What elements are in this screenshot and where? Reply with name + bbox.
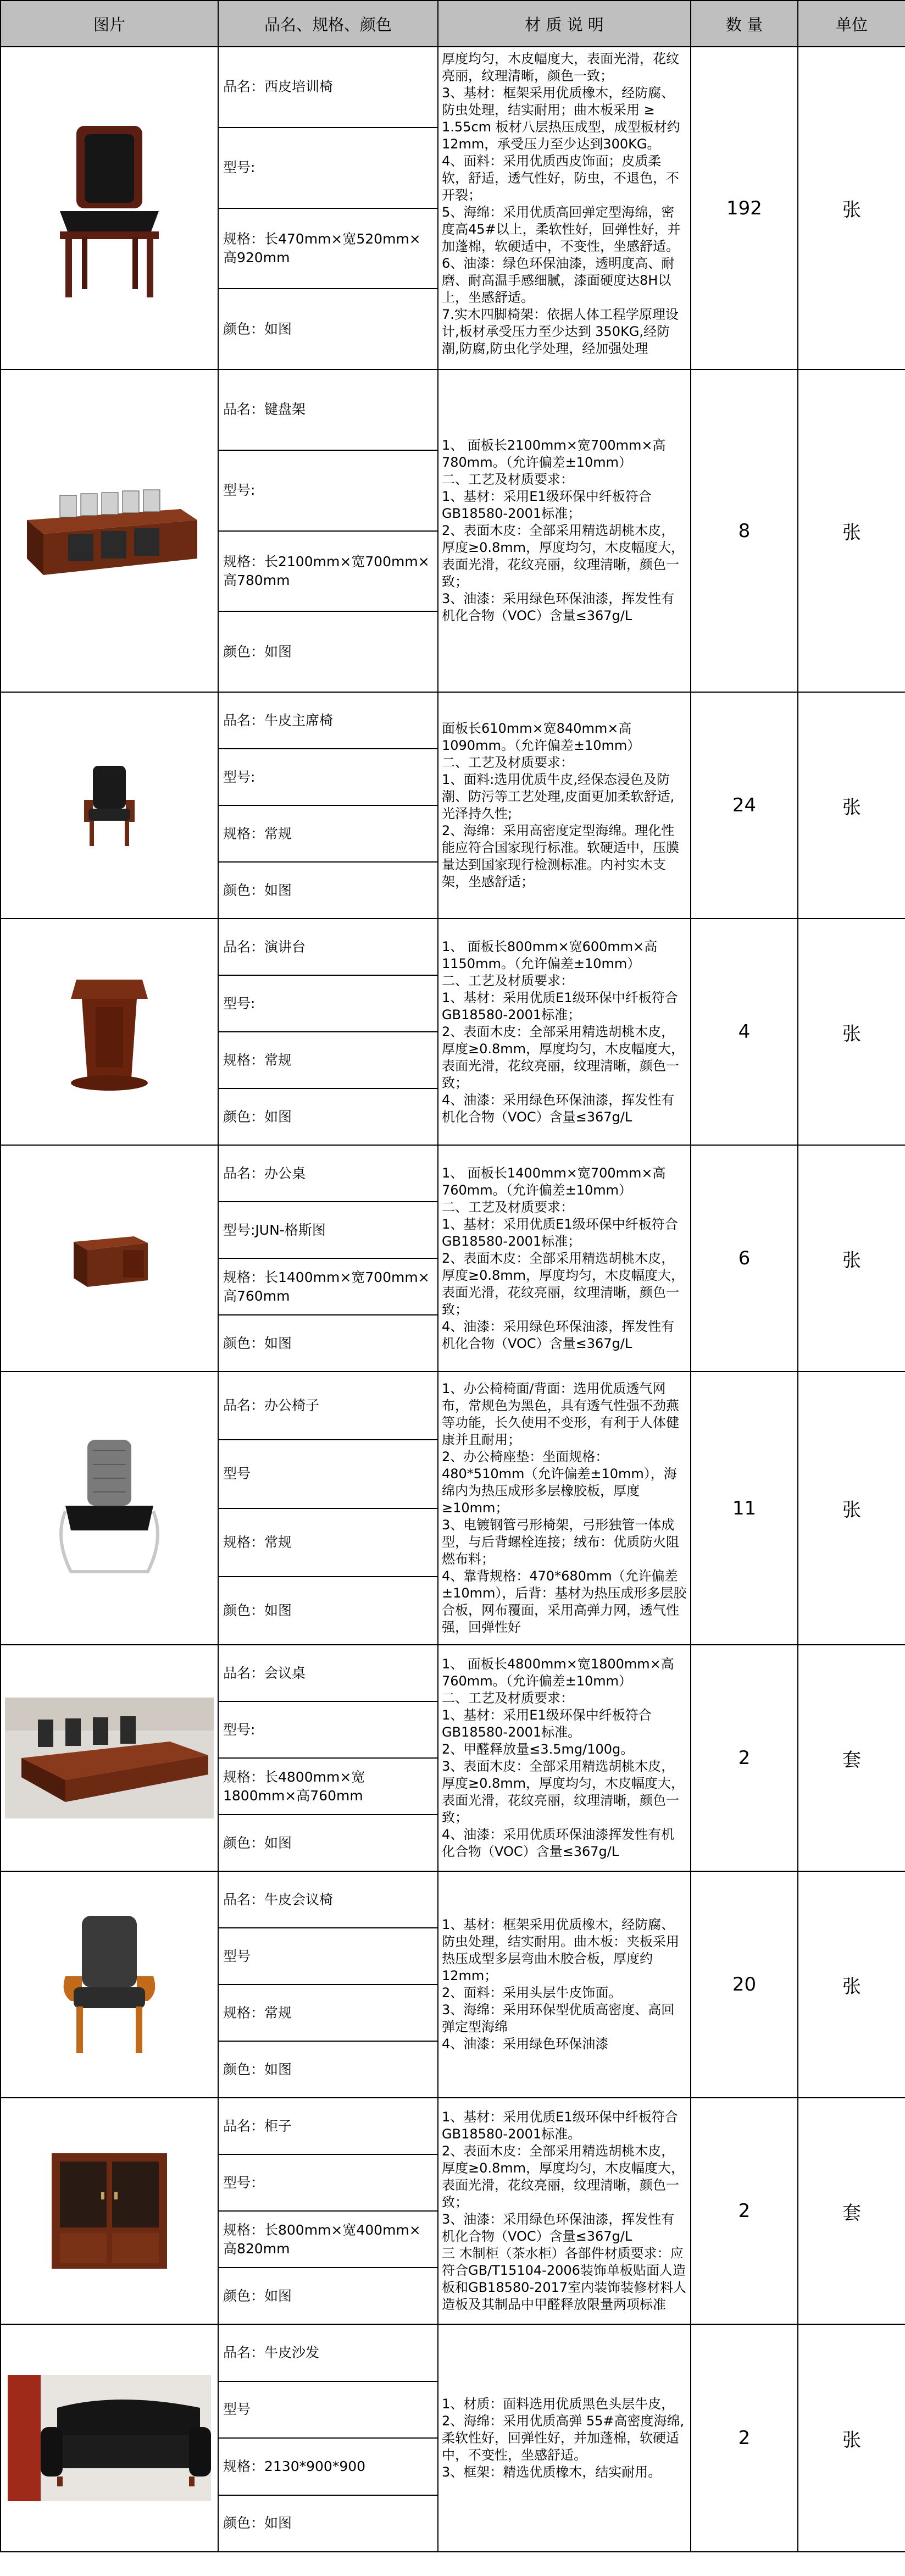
- product-model: 型号:: [219, 451, 437, 532]
- quantity-value: 8: [691, 369, 798, 692]
- material-description: 1、材质：面料选用优质黑色头层牛皮， 2、海绵：采用优质高弹 55#高密度海绵,柔软性好，回弹性好，并加蓬棉，软硬适中，不变性，坐感舒适。 3、框架：精选优质橡木，结实耐用。: [442, 2396, 685, 2480]
- product-name: 品名：牛皮会议椅: [219, 1872, 437, 1928]
- quantity-value: 192: [691, 47, 798, 369]
- product-model: 型号：: [219, 2155, 437, 2212]
- product-image: [1, 47, 218, 369]
- unit-value: 张: [798, 2324, 905, 2552]
- material-description: 1、 面板长2100mm×宽700mm×高780mm。（允许偏差±10mm） 二、工艺及材质要求： 1、基材：采用E1级环保中纤板符合GB18580-2001标准； 2、表面木皮：全部采用精选胡桃木皮，厚度≥0.8mm，厚度均匀，木皮幅度大，表面光滑，花纹亮丽，纹理清晰，颜色一致； 3、油漆：采用绿色环保油漆，挥发性有机化合物（VOC）含量≤367g/L: [442, 438, 685, 623]
- unit-value: 张: [798, 919, 905, 1145]
- product-model: 型号:: [219, 749, 437, 806]
- cabinet-icon: [41, 2142, 178, 2280]
- material-description: 1、 面板长4800mm×宽1800mm×高760mm。（允许偏差±10mm） 二、工艺及材质要求： 1、基材：采用E1级环保中纤板符合GB18580-2001标准。 2、甲醛释放量≤3.5mg/100g。 3、表面木皮：全部采用精选胡桃木皮，厚度≥0.8mm，厚度均匀，木皮幅度大，表面光滑，花纹亮丽，纹理清晰，颜色一致； 4、油漆：采用优质环保油漆挥发性有机化合物（VOC）含量≤367g/L: [442, 1656, 685, 1859]
- quantity-value: 4: [691, 919, 798, 1145]
- quantity-value: 11: [691, 1372, 798, 1645]
- product-name: 品名：西皮培训椅: [219, 47, 437, 128]
- product-name: 品名：键盘架: [219, 370, 437, 451]
- quantity-value: 2: [691, 2098, 798, 2324]
- material-description: 1、 面板长1400mm×宽700mm×高760mm。（允许偏差±10mm） 二、工艺及材质要求： 1、基材：采用优质E1级环保中纤板符合GB18580-2001标准； 2、表面木皮：全部采用精选胡桃木皮，厚度≥0.8mm，厚度均匀，木皮幅度大，表面光滑，花纹亮丽，纹理清晰，颜色一致； 4、油漆：采用绿色环保油漆，挥发性有机化合物（VOC）含量≤367g/L: [442, 1165, 685, 1351]
- header-quantity: 数 量: [691, 1, 798, 47]
- product-color: 颜色：如图: [223, 320, 292, 337]
- table-row: [1, 47, 905, 369]
- product-image: [1, 1871, 218, 2098]
- product-image: [1, 2098, 218, 2324]
- product-color: 颜色：如图: [223, 1335, 292, 1351]
- product-model: 型号:: [219, 128, 437, 209]
- material-description: 面板长610mm×宽840mm×高1090mm。（允许偏差±10mm） 二、工艺及材质要求： 1、面料:选用优质牛皮,经保态浸色及防潮、防污等工艺处理,皮面更加柔软舒适,光泽持久性; 2、海绵：采用高密度定型海绵。理化性能应符合国家现行标准。软硬适中，压膜量达到国家现行检测标准。内衬实木支架，坐感舒适；: [442, 721, 679, 889]
- header-unit: 单位: [798, 1, 905, 47]
- table-row: [1, 919, 905, 1145]
- unit-value: 套: [798, 2098, 905, 2324]
- podium-icon: [65, 969, 153, 1095]
- quantity-value: 2: [691, 1645, 798, 1871]
- quantity-value: 6: [691, 1145, 798, 1372]
- mesh-chair-icon: [49, 1434, 170, 1583]
- conference-table-icon: [5, 1698, 214, 1818]
- header-material: 材 质 说 明: [438, 1, 691, 47]
- product-name: 品名：柜子: [219, 2098, 437, 2155]
- product-image: [1, 1372, 218, 1645]
- product-color: 颜色：如图: [223, 2061, 292, 2077]
- leather-sofa-icon: [8, 2375, 211, 2501]
- unit-value: 张: [798, 692, 905, 919]
- header-name: 品名、规格、颜色: [218, 1, 438, 47]
- product-model: 型号: [219, 1928, 437, 1985]
- product-name: 品名：牛皮沙发: [219, 2325, 437, 2382]
- product-spec: 规格：长470mm×宽520mm×高920mm: [219, 209, 437, 290]
- executive-chair-icon: [76, 761, 142, 849]
- header-row: [1, 1, 905, 47]
- product-name: 品名：办公桌: [219, 1146, 437, 1202]
- office-desk-icon: [68, 1225, 151, 1291]
- product-image: [1, 369, 218, 692]
- product-color: 颜色：如图: [223, 1834, 292, 1851]
- unit-value: 张: [798, 369, 905, 692]
- product-model: 型号:: [219, 1702, 437, 1759]
- material-description: 1、 面板长800mm×宽600mm×高1150mm。（允许偏差±10mm） 二、工艺及材质要求： 1、基材：采用优质E1级环保中纤板符合GB18580-2001标准； 2、表面木皮：全部采用精选胡桃木皮，厚度≥0.8mm，厚度均匀，木皮幅度大，表面光滑，花纹亮丽，纹理清晰，颜色一致； 4、油漆：采用绿色环保油漆，挥发性有机化合物（VOC）含量≤367g/L: [442, 938, 685, 1125]
- product-color: 颜色：如图: [223, 1108, 292, 1125]
- product-spec: 规格：2130*900*900: [219, 2439, 437, 2496]
- table-row: [1, 2098, 905, 2324]
- keyboard-stand-icon: [16, 476, 203, 586]
- product-spec: 规格：长800mm×宽400mm×高820mm: [219, 2212, 437, 2268]
- product-image: [1, 1645, 218, 1871]
- product-name: 品名：会议桌: [219, 1645, 437, 1702]
- quantity-value: 2: [691, 2324, 798, 2552]
- header-image: 图片: [1, 1, 218, 47]
- unit-value: 张: [798, 1372, 905, 1645]
- product-spec: 规格：长2100mm×宽700mm×高780mm: [219, 532, 437, 612]
- product-name: 品名：办公椅子: [219, 1372, 437, 1440]
- product-color: 颜色：如图: [223, 2515, 292, 2531]
- material-description: 1、办公椅椅面/背面：选用优质透气网布，常规色为黑色，具有透气性强不劲燕等功能，长久使用不变形，有利于人体健康并且耐用； 2、办公椅座垫：坐面规格：480*510mm（允许偏差±10mm），海绵内为热压成形多层橡胶板，厚度≥10mm； 3、电镀钢管弓形椅架，弓形独管一体成型，与后背螺栓连接；绒布：优质防火阻燃布料； 4、靠背规格：470*680mm（允许偏差±10mm），后背：基材为热压成形多层胶合板，网布覆面，采用高弹力网，透气性强，回弹性好: [442, 1381, 687, 1635]
- leather-meeting-chair-icon: [54, 1910, 164, 2059]
- product-model: 型号: [219, 1440, 437, 1508]
- training-chair-icon: [38, 115, 181, 302]
- product-spec: 规格：长4800mm×宽1800mm×高760mm: [219, 1759, 437, 1815]
- product-image: [1, 692, 218, 919]
- unit-value: 张: [798, 1871, 905, 2098]
- product-name: 品名：演讲台: [219, 919, 437, 976]
- product-image: [1, 1145, 218, 1372]
- quantity-value: 24: [691, 692, 798, 919]
- product-color: 颜色：如图: [223, 643, 292, 660]
- product-spec: 规格：常规: [219, 1032, 437, 1089]
- unit-value: 张: [798, 47, 905, 369]
- product-spec: 规格：常规: [219, 806, 437, 863]
- unit-value: 张: [798, 1145, 905, 1372]
- product-color: 颜色：如图: [223, 1602, 292, 1618]
- product-spec: 规格：长1400mm×宽700mm×高760mm: [219, 1259, 437, 1315]
- product-image: [1, 2324, 218, 2552]
- quantity-value: 20: [691, 1871, 798, 2098]
- table-row: [1, 692, 905, 919]
- product-model: 型号:JUN-格斯图: [219, 1202, 437, 1259]
- product-color: 颜色：如图: [223, 882, 292, 898]
- product-model: 型号: [219, 2382, 437, 2439]
- table-row: [1, 1645, 905, 1871]
- table-row: [1, 369, 905, 692]
- table-row: [1, 2324, 905, 2552]
- table-row: [1, 1871, 905, 2098]
- product-name: 品名：牛皮主席椅: [219, 693, 437, 749]
- unit-value: 套: [798, 1645, 905, 1871]
- material-description: 1、基材：采用优质E1级环保中纤板符合GB18580-2001标准。 2、表面木皮：全部采用精选胡桃木皮，厚度≥0.8mm，厚度均匀，木皮幅度大，表面光滑，花纹亮丽，纹理清晰，颜色一致； 3、油漆：采用绿色环保油漆，挥发性有机化合物（VOC）含量≤367g/L 三 木制柜（茶水柜）各部件材质要求：应符合GB/T15104-2006装饰单板贴面人造板和GB18580-2017室内装饰装修材料人造板及其制品中甲醛释放限量两项标准: [442, 2109, 687, 2312]
- product-image: [1, 919, 218, 1145]
- product-spec: 规格：常规: [219, 1985, 437, 2042]
- product-spec: 规格：常规: [219, 1509, 437, 1577]
- material-description: 1、基材：框架采用优质橡木，经防腐、防虫处理，结实耐用。曲木板：夹板采用热压成型多层弯曲木胶合板，厚度约12mm； 2、面料：采用头层牛皮饰面。 3、海绵：采用环保型优质高密度、高回弹定型海绵 4、油漆：采用绿色环保油漆: [442, 1917, 679, 2052]
- material-description: 厚度均匀，木皮幅度大，表面光滑，花纹亮丽，纹理清晰，颜色一致； 3、基材：框架采用优质橡木，经防腐、防虫处理，结实耐用；曲木板采用 ≥ 1.55cm 板材八层热压成型，成型板材约12mm，承受压力至少达到300KG。 4、面料：采用优质西皮饰面；皮质柔软，舒适，透气性好，防虫，不退色，不开裂； 5、海绵：采用优质高回弹定型海绵，密度高45#以上，柔软性好，回弹性好，并加蓬棉，软硬适中，不变性，坐感舒适。 6、油漆：绿色环保油漆，透明度高、耐磨、耐高温手感细腻，漆面硬度达8H以上，坐感舒适。 7.实木四脚椅架：依据人体工程学原理设计,板材承受压力至少达到 350KG,经防潮,防腐,防虫化学处理，经加强处理: [442, 51, 681, 356]
- product-color: 颜色：如图: [223, 2287, 292, 2304]
- product-model: 型号:: [219, 976, 437, 1032]
- table-row: [1, 1372, 905, 1645]
- table-row: [1, 1145, 905, 1372]
